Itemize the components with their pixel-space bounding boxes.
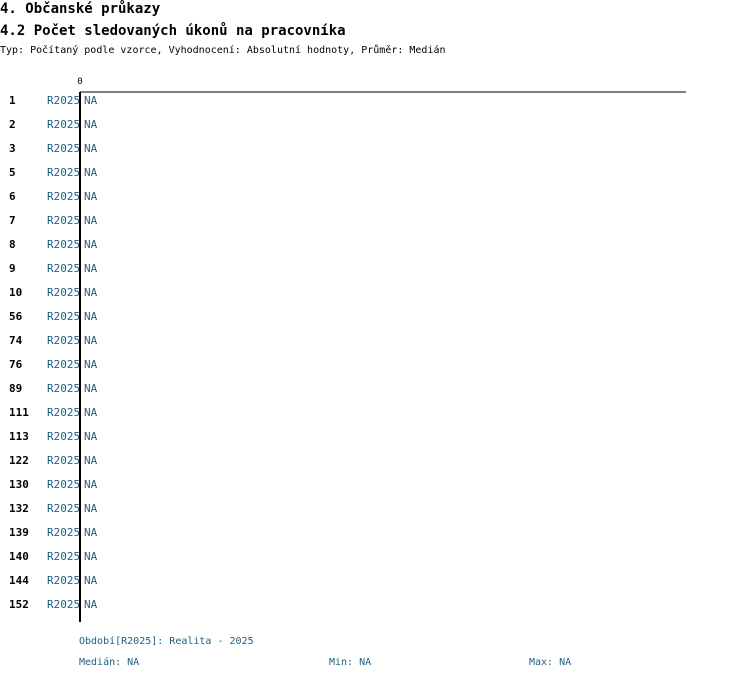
category-label: 7 xyxy=(9,214,16,227)
category-label: 8 xyxy=(9,238,16,251)
data-label: NA xyxy=(84,286,98,299)
data-label: NA xyxy=(84,574,98,587)
category-label: 111 xyxy=(9,406,29,419)
series-label: R2025 xyxy=(47,214,81,227)
category-label: 132 xyxy=(9,502,29,515)
x-tick-label: 0 xyxy=(77,77,83,87)
series-label: R2025 xyxy=(47,262,81,275)
series-label: R2025 xyxy=(47,526,81,539)
series-label: R2025 xyxy=(47,94,81,107)
series-label: R2025 xyxy=(47,574,81,587)
data-label: NA xyxy=(84,598,98,611)
category-label: 10 xyxy=(9,286,23,299)
category-label: 2 xyxy=(9,118,16,131)
data-label: NA xyxy=(84,478,98,491)
series-label: R2025 xyxy=(47,286,81,299)
series-label: R2025 xyxy=(47,118,81,131)
series-label: R2025 xyxy=(47,502,81,515)
series-label: R2025 xyxy=(47,334,81,347)
bar-chart xyxy=(0,70,750,630)
data-label: NA xyxy=(84,214,98,227)
category-label: 140 xyxy=(9,550,29,563)
data-label: NA xyxy=(84,262,98,275)
section-title: 4. Občanské průkazy xyxy=(0,1,161,17)
category-label: 122 xyxy=(9,454,29,467)
min-stat: Min: NA xyxy=(329,657,372,668)
data-label: NA xyxy=(84,382,98,395)
series-label: R2025 xyxy=(47,142,81,155)
series-label: R2025 xyxy=(47,238,81,251)
series-label: R2025 xyxy=(47,550,81,563)
category-label: 9 xyxy=(9,262,16,275)
data-label: NA xyxy=(84,118,98,131)
series-label: R2025 xyxy=(47,430,81,443)
series-label: R2025 xyxy=(47,598,81,611)
data-label: NA xyxy=(84,502,98,515)
data-label: NA xyxy=(84,358,98,371)
category-label: 1 xyxy=(9,94,16,107)
series-label: R2025 xyxy=(47,382,81,395)
chart-subtitle: Typ: Počítaný podle vzorce, Vyhodnocení: Absolutní hodnoty, Průměr: Medián xyxy=(0,45,446,56)
data-label: NA xyxy=(84,238,98,251)
series-label: R2025 xyxy=(47,358,81,371)
data-label: NA xyxy=(84,190,98,203)
data-label: NA xyxy=(84,310,98,323)
category-label: 6 xyxy=(9,190,16,203)
chart-title: 4.2 Počet sledovaných úkonů na pracovníka xyxy=(0,23,346,39)
series-label: R2025 xyxy=(47,406,81,419)
category-label: 89 xyxy=(9,382,23,395)
series-label: R2025 xyxy=(47,478,81,491)
category-label: 76 xyxy=(9,358,23,371)
category-label: 144 xyxy=(9,574,29,587)
category-label: 74 xyxy=(9,334,23,347)
category-label: 3 xyxy=(9,142,16,155)
data-label: NA xyxy=(84,142,98,155)
category-label: 56 xyxy=(9,310,23,323)
category-label: 5 xyxy=(9,166,16,179)
data-label: NA xyxy=(84,94,98,107)
data-label: NA xyxy=(84,334,98,347)
category-label: 113 xyxy=(9,430,29,443)
data-label: NA xyxy=(84,430,98,443)
data-label: NA xyxy=(84,550,98,563)
data-label: NA xyxy=(84,166,98,179)
max-stat: Max: NA xyxy=(529,657,572,668)
category-label: 130 xyxy=(9,478,29,491)
category-label: 139 xyxy=(9,526,29,539)
data-label: NA xyxy=(84,526,98,539)
series-label: R2025 xyxy=(47,190,81,203)
series-label: R2025 xyxy=(47,310,81,323)
data-label: NA xyxy=(84,406,98,419)
data-label: NA xyxy=(84,454,98,467)
median-stat: Medián: NA xyxy=(79,657,140,668)
category-label: 152 xyxy=(9,598,29,611)
period-legend: Období[R2025]: Realita - 2025 xyxy=(79,636,254,647)
series-label: R2025 xyxy=(47,454,81,467)
series-label: R2025 xyxy=(47,166,81,179)
